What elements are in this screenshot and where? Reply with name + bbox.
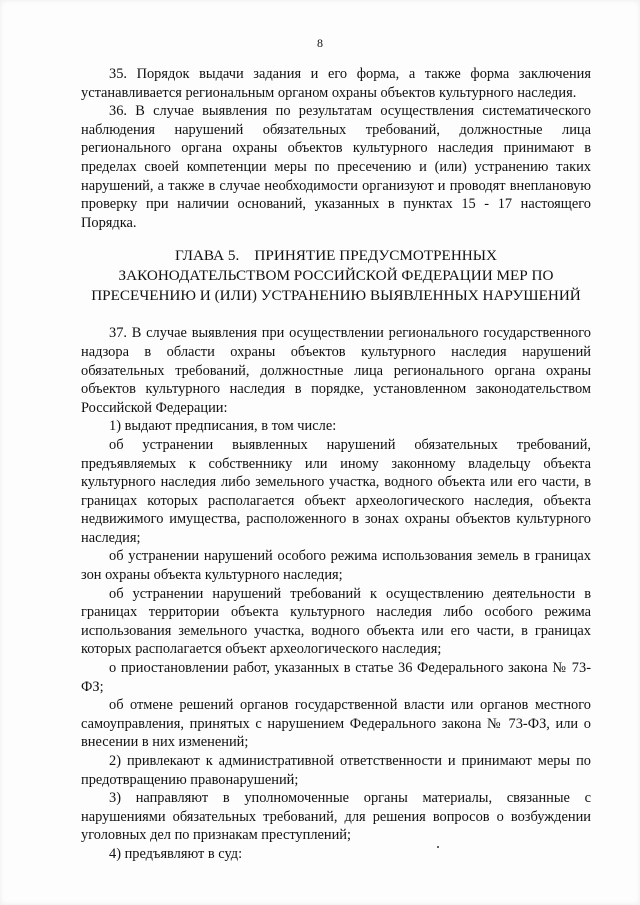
paragraph-37: 37. В случае выявления при осуществлении регионального государственного надзора в области охраны объектов культурного наследия нарушений обязательных требований, должностные лица регионального органа охраны объектов культурного наследия в порядке, установленном законодательством Российской Федерации: <box>81 325 591 416</box>
sub-item-activity-requirements: об устранении нарушений требований к осуществлению деятельности в границах территории объекта культурного наследия либо особого режима использования земельного участка, водного объекта или его части, в границах которых располагается объект археологического наследия; <box>81 585 591 658</box>
list-item-3: 3) направляют в уполномоченные органы материалы, связанные с нарушениями обязательных требований, для решения вопросов о возбуждении уголовных дел по признакам преступлений; <box>81 790 591 844</box>
list-item-2: 2) привлекают к административной ответственности и принимают меры по предотвращению правонарушений; <box>81 753 591 788</box>
list-item-4: 4) предъявляют в суд: <box>109 845 243 862</box>
scan-speck <box>437 846 439 848</box>
paragraph-36: 36. В случае выявления по результатам осуществления систематического наблюдения нарушений обязательных требований, должностные лица регионального органа охраны объектов культурного наследия принимают в пределах своей компетенции меры по пресечению и (или) устранению таких нарушений, а также в случае необходимости организуют и проводят внеплановую проверку при наличии оснований, указанных в пунктах 15 - 17 настоящего Порядка. <box>81 103 591 231</box>
chapter-heading-line-1: ГЛАВА 5. ПРИНЯТИЕ ПРЕДУСМОТРЕННЫХ <box>175 247 497 265</box>
page-number: 8 <box>317 36 323 50</box>
chapter-heading-line-3: ПРЕСЕЧЕНИЮ И (ИЛИ) УСТРАНЕНИЮ ВЫЯВЛЕННЫХ НАРУШЕНИЙ <box>91 287 581 305</box>
chapter-heading-line-2: ЗАКОНОДАТЕЛЬСТВОМ РОССИЙСКОЙ ФЕДЕРАЦИИ МЕР ПО <box>118 267 554 285</box>
chapter-heading <box>81 246 591 306</box>
list-item-1: 1) выдают предписания, в том числе: <box>109 418 337 435</box>
sub-item-land-regime: об устранении нарушений особого режима использования земель в границах зон охраны объекта культурного наследия; <box>81 548 591 584</box>
paragraph-35: 35. Порядок выдачи задания и его форма, а также форма заключения устанавливается региональным органом охраны объектов культурного наследия. <box>81 66 591 101</box>
sub-item-cancellation: об отмене решений органов государственной власти или органов местного самоуправления, принятых с нарушением Федерального закона № 73-ФЗ, или о внесении в них изменений; <box>81 697 591 751</box>
document-body <box>81 65 591 864</box>
sub-item-violations: об устранении выявленных нарушений обязательных требований, предъявляемых к собственнику или иному законному владельцу объекта культурного наследия либо земельного участка, водного объекта или его части, в границах которых располагается объект археологического наследия, объекта недвижимого имущества, расположенного в зонах охраны объектов культурного наследия; <box>81 436 591 546</box>
sub-item-suspension: о приостановлении работ, указанных в статье 36 Федерального закона № 73-ФЗ; <box>81 660 591 695</box>
